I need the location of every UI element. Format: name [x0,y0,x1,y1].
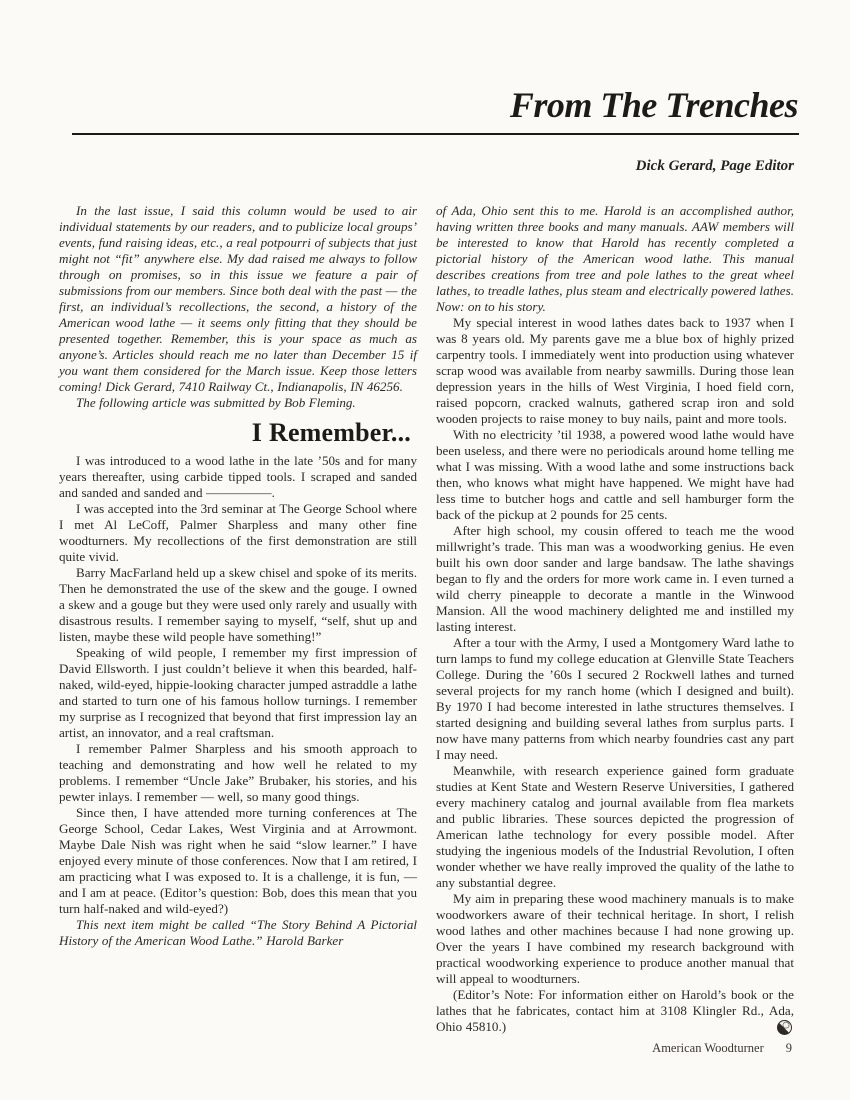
left-column [59,203,417,949]
body-paragraph: My special interest in wood lathes dates back to 1937 when I was 8 years old. My parents gave me a blue box of highly prized carpentry tools. I immediately went into production using whatever scrap wood was available from nearby sawmills. During those lean depression years in the hills of West Virginia, I hoed field corn, raised popcorn, cracked walnuts, gathered scrap iron and sold wooden projects to raise money to buy nails, paint and more tools. [436,315,794,426]
right-column [436,203,794,1035]
editors-note-paragraph: (Editor’s Note: For information either on Harold’s book or the lathes that he fabricates, contact him at 3108 Klingler Rd., Ada, Ohio 45810.) [436,987,794,1034]
body-paragraph: After high school, my cousin offered to teach me the wood millwright’s trade. This man was a woodworking genius. He even built his own door sander and large bandsaw. The lathe shavings began to fly and the orders for more work came in. I even turned a wild cherry pineapple to decorate a mantle in the Winwood Mansion. All the wood machinery delighted me and instilled my lasting interest. [436,523,794,634]
byline: Dick Gerard, Page Editor [635,158,794,174]
journal-name: American Woodturner [652,1041,764,1055]
body-paragraph: After a tour with the Army, I used a Montgomery Ward lathe to turn lamps to fund my college education at Glenville State Teachers College. During the ’60s I secured 2 Rockwell lathes and turned several projects for my ranch home (which I designed and built). By 1970 I had become interested in lathe structures themselves. I started designing and building several lathes from surplus parts. I now have many patterns from which nearby foundries cast any part I may need. [436,635,794,762]
body-paragraph: I was accepted into the 3rd seminar at The George School where I met Al LeCoff, Palmer Sharpless and many other fine woodturners. My recollections of the first demonstration are still quite vivid. [59,501,417,564]
editor-intro-paragraph: In the last issue, I said this column would be used to air individual statements by our readers, and to publicize local groups’ events, fund raising ideas, etc., a real potpourri of subjects that just might not “fit” anywhere else. My dad raised me always to follow through on promises, so in this issue we feature a pair of submissions from our members. Since both deal with the past — the first, an individual’s recollections, the second, a history of the American wood lathe — it seems only fitting that they should be presented together. Remember, this is your space as much as anyone’s. Articles should reach me no later than December 15 if you want them considered for the March issue. Keep those letters coming! Dick Gerard, 7410 Railway Ct., Indianapolis, IN 46256. [59,203,417,394]
page-number: 9 [785,1041,792,1055]
editor-intro-paragraph: The following article was submitted by Bob Fleming. [76,395,356,410]
end-of-article-icon [777,1020,792,1035]
body-paragraph: With no electricity ’til 1938, a powered wood lathe would have been useless, and there were no periodicals around home telling me what I was missing. With a wood lathe and some instructions back then, who knows what might have happened. We might have had less time to butcher hogs and cattle and sell hamburger form the back of the pickup at 2 pounds for 25 cents. [436,427,794,522]
body-paragraph: My aim in preparing these wood machinery manuals is to make woodworkers aware of their technical heritage. In short, I relish wood lathes and other machines because I had none growing up. Over the years I have combined my research background with practical woodworking experience to produce another manual that will appeal to woodturners. [436,891,794,986]
body-paragraph: Since then, I have attended more turning conferences at The George School, Cedar Lakes, West Virginia and at Arrowmont. Maybe Dale Nish was right when he said “slow learner.” I have enjoyed every minute of those conferences. Now that I am retired, I am practicing what I was exposed to. It is a challenge, it is fun, — and I am at peace. (Editor’s question: Bob, does this mean that you turn half-naked and wild-eyed?) [59,805,417,916]
page-title: From The Trenches [509,85,798,125]
header-rule [72,133,799,135]
editor-transition-paragraph: This next item might be called “The Story Behind A Pictorial History of the American Wood Lathe.” Harold Barker [59,917,417,948]
editor-transition-continuation: of Ada, Ohio sent this to me. Harold is an accomplished author, having written three books and many manuals. AAW members will be interested to know that Harold has recently completed a pictorial history of the American wood lathe. This manual describes creations from tree and pole lathes to the great wheel lathes, to treadle lathes, plus steam and electrically powered lathes. Now: on to his story. [436,203,794,314]
body-paragraph: I was introduced to a wood lathe in the late ’50s and for many years thereafter, using carbide tipped tools. I scraped and sanded and sanded and sanded and —————. [59,453,417,500]
body-paragraph: Meanwhile, with research experience gained form graduate studies at Kent State and Western Reserve Universities, I gathered every machinery catalog and journal available from flea markets and public libraries. These sources depicted the progression of American lathe technology for every possible model. After studying the ingenious models of the Industrial Revolution, I often wonder whether we have really improved the quality of the lathe to any substantial degree. [436,763,794,890]
article-heading: I Remember... [251,418,411,447]
body-paragraph: Speaking of wild people, I remember my first impression of David Ellsworth. I just couldn’t believe it when this bearded, half-naked, wild-eyed, hippie-looking character jumped astraddle a lathe and started to turn one of his famous hollow turnings. I remember my surprise as I recognized that beyond that first impression lay an artist, an innovator, and a real craftsman. [59,645,417,740]
body-paragraph: Barry MacFarland held up a skew chisel and spoke of its merits. Then he demonstrated the use of the skew and the gouge. I owned a skew and a gouge but they were used only rarely and usually with disastrous results. I remember saying to myself, “self, shut up and listen, maybe these wild people have something!” [59,565,417,644]
body-paragraph: I remember Palmer Sharpless and his smooth approach to teaching and demonstrating and how well he related to my problems. I remember “Uncle Jake” Brubaker, his stories, and his pewter inlays. I remember — well, so many good things. [59,741,417,804]
page-footer [652,1041,792,1056]
